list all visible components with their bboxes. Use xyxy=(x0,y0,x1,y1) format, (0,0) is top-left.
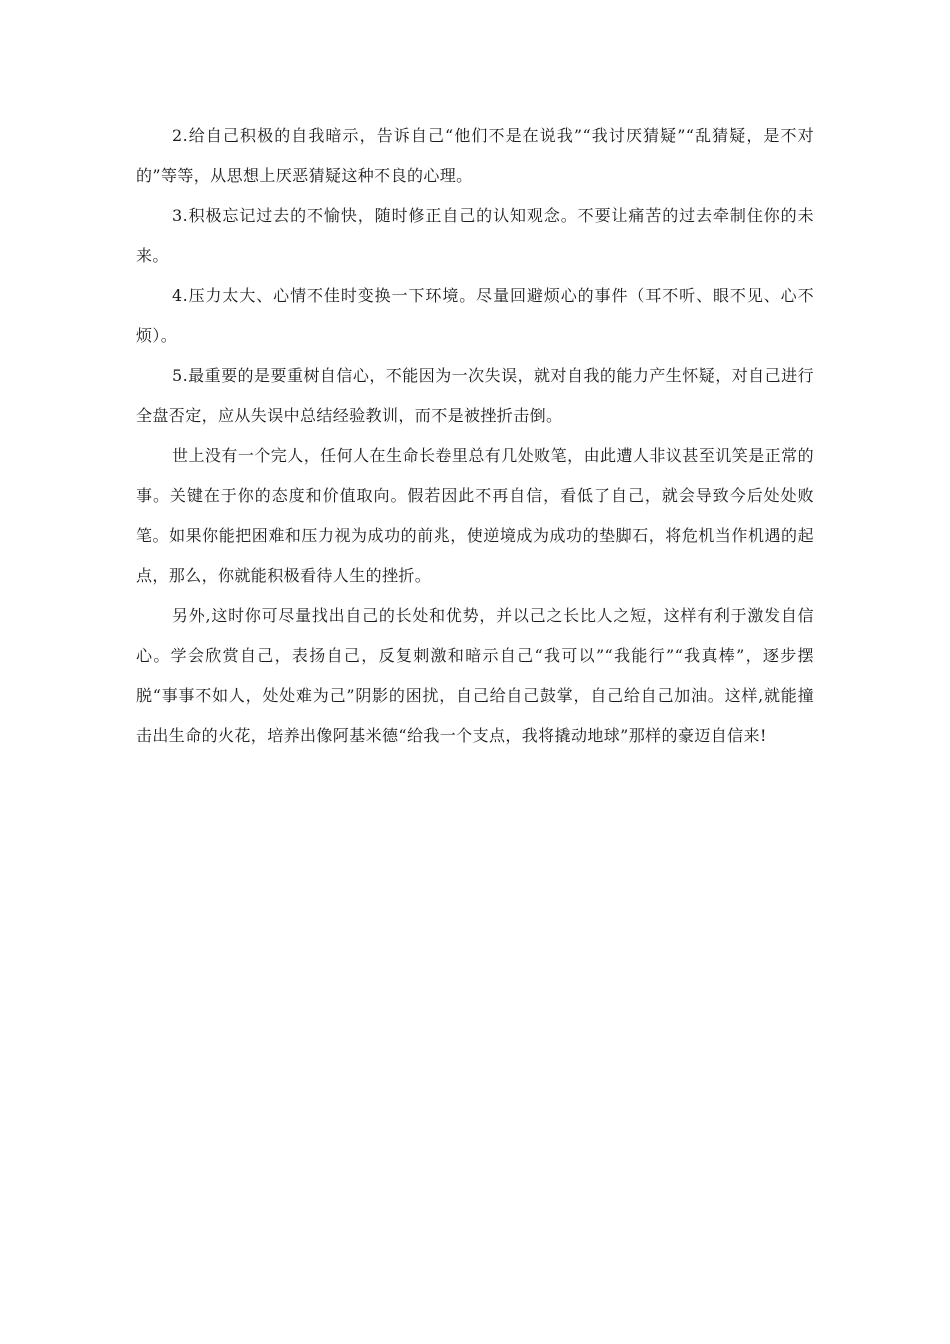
paragraph-no-perfect-person: 世上没有一个完人，任何人在生命长卷里总有几处败笔，由此遭人非议甚至讥笑是正常的事。关键在于你的态度和价值取向。假若因此不再自信，看低了自己，就会导致今后处处败笔。如果你能把困难和压力视为成功的前兆，使逆境成为成功的垫脚石，将危机当作机遇的起点，那么，你就能积极看待人生的挫折。 xyxy=(136,446,814,585)
paragraph-tip-3: 3.积极忘记过去的不愉快，随时修正自己的认知观念。不要让痛苦的过去牵制住你的未来。 xyxy=(136,206,814,265)
document-page xyxy=(136,116,814,756)
paragraph-self-confidence: 另外,这时你可尽量找出自己的长处和优势，并以己之长比人之短，这样有利于激发自信心。学会欣赏自己，表扬自己，反复刺激和暗示自己“我可以”“我能行”“我真棒”，逐步摆脱“事事不如人，处处难为己”阴影的困扰，自己给自己鼓掌，自己给自己加油。这样,就能撞击出生命的火花，培养出像阿基米德“给我一个支点，我将撬动地球”那样的豪迈自信来! xyxy=(136,606,814,745)
paragraph-tip-4: 4.压力太大、心情不佳时变换一下环境。尽量回避烦心的事件（耳不听、眼不见、心不烦）。 xyxy=(136,286,814,345)
paragraph-tip-5: 5.最重要的是要重树自信心，不能因为一次失误，就对自我的能力产生怀疑，对自己进行全盘否定，应从失误中总结经验教训，而不是被挫折击倒。 xyxy=(136,366,814,425)
paragraph-tip-2: 2.给自己积极的自我暗示，告诉自己“他们不是在说我”“我讨厌猜疑”“乱猜疑，是不对的”等等，从思想上厌恶猜疑这种不良的心理。 xyxy=(136,126,814,185)
